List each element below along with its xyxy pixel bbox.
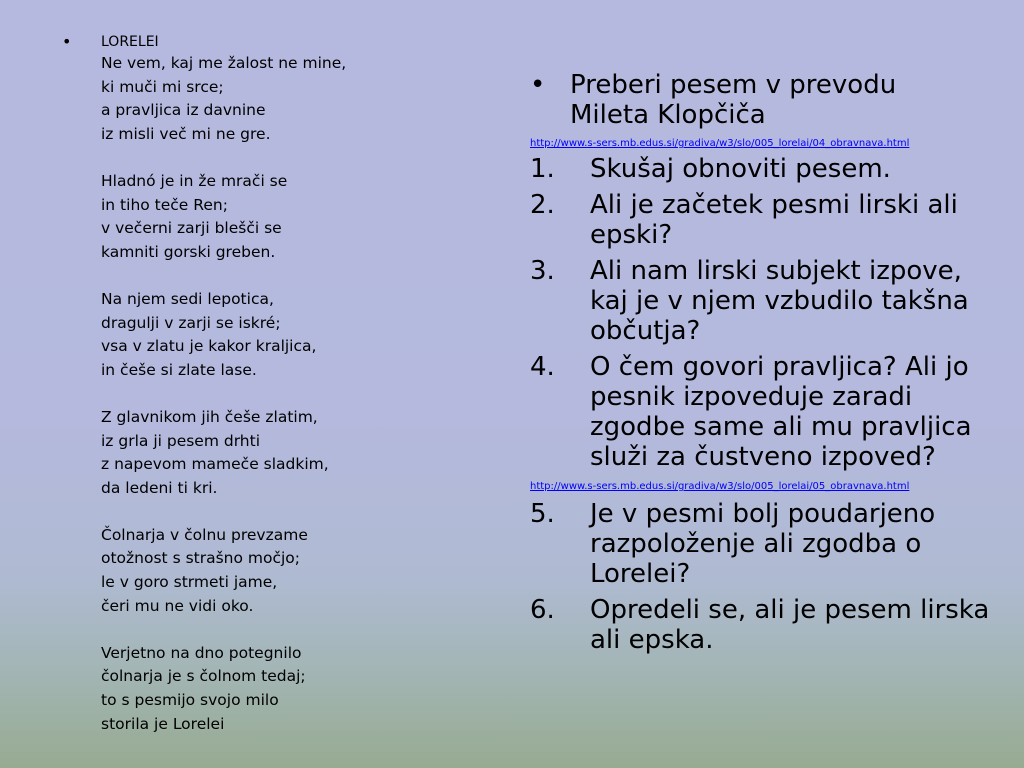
poem-line: dragulji v zarji se iskré; [101, 313, 281, 332]
poem-line: Čolnarja v čolnu prevzame [101, 525, 308, 544]
question-list [530, 154, 1010, 472]
question-item [530, 154, 1010, 184]
question-text: O čem govori pravljica? Ali jo pesnik izpoveduje zaradi zgodbe same ali mu pravljica služi za čustveno izpoved? [590, 352, 972, 472]
poem-line: Hladnó je in že mrači se [101, 171, 288, 190]
poem-title: LORELEI [101, 34, 159, 50]
question-number: 2. [530, 190, 555, 220]
poem-line: Ne vem, kaj me žalost ne mine, [101, 54, 347, 72]
question-item [530, 190, 1010, 250]
poem-line: in tiho teče Ren; [101, 195, 228, 214]
poem-stanza [101, 524, 401, 618]
question-text: Ali je začetek pesmi lirski ali epski? [590, 190, 958, 250]
question-list [530, 499, 1010, 655]
poem-line: v večerni zarji blešči se [101, 219, 282, 238]
intro-text: Preberi pesem v prevodu Mileta Klopčiča [570, 70, 897, 130]
intro-bullet-item [530, 70, 1010, 130]
poem-line: le v goro strmeti jame, [101, 573, 278, 592]
poem-line: da ledeni ti kri. [101, 478, 218, 497]
poem-stanza [101, 406, 401, 500]
poem-line: z napevom mameče sladkim, [101, 455, 329, 474]
poem-line: Verjetno na dno potegnilo [101, 643, 302, 662]
poem-line: a pravljica iz davnine [101, 101, 266, 120]
question-text: Je v pesmi bolj poudarjeno razpoloženje ali zgodba o Lorelei? [590, 499, 936, 589]
poem-stanza [101, 170, 401, 264]
poem-line: to s pesmijo svojo milo [101, 691, 279, 710]
poem-body [101, 32, 401, 760]
poem-line: čeri mu ne vidi oko. [101, 596, 254, 615]
question-number: 5. [530, 499, 555, 529]
poem-line: otožnost s strašno močjo; [101, 549, 301, 568]
question-number: 3. [530, 256, 555, 286]
poem-stanza [101, 642, 401, 736]
question-item [530, 499, 1010, 589]
poem-stanza [101, 288, 401, 382]
poem-stanza [101, 52, 401, 146]
bullet-icon: • [530, 70, 546, 100]
poem-line: ki muči mi srce; [101, 77, 224, 96]
poem-line: čolnarja je s čolnom tedaj; [101, 667, 306, 686]
poem-line: storila je Lorelei [101, 714, 225, 733]
poem-line: iz misli več mi ne gre. [101, 124, 271, 143]
question-number: 6. [530, 595, 555, 625]
question-item [530, 595, 1010, 655]
question-text: Skušaj obnoviti pesem. [590, 154, 891, 184]
question-number: 1. [530, 154, 555, 184]
question-text: Opredeli se, ali je pesem lirska ali epska. [590, 595, 990, 655]
question-item [530, 256, 1010, 346]
poem-line: kamniti gorski greben. [101, 242, 276, 261]
questions-column [530, 70, 1010, 661]
poem-line: vsa v zlatu je kakor kraljica, [101, 337, 317, 356]
bullet-icon: • [62, 32, 72, 51]
question-number: 4. [530, 352, 555, 382]
poem-line: Z glavnikom jih češe zlatim, [101, 407, 318, 426]
poem-line: iz grla ji pesem drhti [101, 431, 261, 450]
poem-line: in češe si zlate lase. [101, 360, 257, 379]
poem-line: Na njem sedi lepotica, [101, 289, 274, 308]
analysis-link[interactable]: http://www.s-sers.mb.edus.si/gradiva/w3/slo/005_lorelai/05_obravnava.html [530, 481, 910, 492]
translation-link[interactable]: http://www.s-sers.mb.edus.si/gradiva/w3/slo/005_lorelai/04_obravnava.html [530, 138, 910, 149]
question-item [530, 352, 1010, 472]
poem-stanzas [101, 52, 401, 736]
question-text: Ali nam lirski subjekt izpove, kaj je v njem vzbudilo takšna občutja? [590, 256, 969, 346]
